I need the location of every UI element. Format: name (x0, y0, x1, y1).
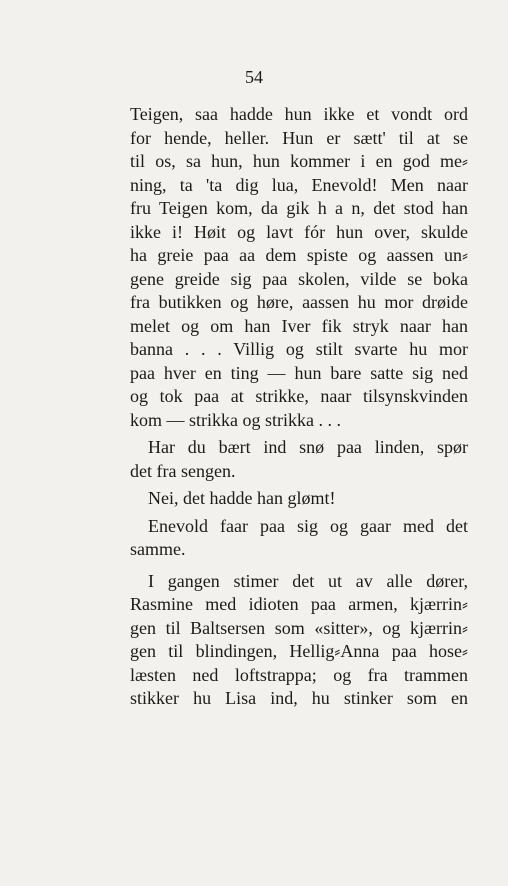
body-text (130, 103, 468, 711)
text-line: ikke i! Høit og lavt fór hun over, skulde (130, 221, 468, 242)
text-line: Rasmine med idioten paa armen, kjærrin⸗ (130, 594, 468, 614)
text-line: samme. (130, 539, 186, 559)
text-line: melet og om han Iver fik stryk naar han (130, 315, 468, 336)
text-line: Nei, det hadde han glømt! (148, 488, 336, 508)
page-number: 54 (245, 67, 263, 87)
text-line: I gangen stimer det ut av alle dører, (148, 570, 468, 591)
text-line: banna . . . Villig og stilt svarte hu mor (130, 339, 468, 359)
text-line: og tok paa at strikke, naar tilsynskvinden (130, 386, 468, 406)
text-line: det fra sengen. (130, 460, 236, 481)
text-line: fra butikken og høre, aassen hu mor drøide (130, 292, 468, 312)
text-line: Enevold faar paa sig og gaar med det (148, 515, 468, 536)
text-line: gen til Baltsersen som «sitter», og kjærrin⸗ (130, 617, 468, 638)
text-line: Har du bært ind snø paa linden, spør (148, 437, 468, 457)
text-line: fru Teigen kom, da gik h a n, det stod han (130, 198, 468, 218)
text-line: gen til blindingen, Hellig⸗Anna paa hose⸗ (130, 641, 468, 661)
text-line: gene greide sig paa skolen, vilde se boka (130, 268, 468, 289)
text-line: paa hver en ting — hun bare satte sig ned (130, 362, 468, 383)
text-line: for hende, heller. Hun er sætt' til at se (130, 127, 468, 148)
text-line: Teigen, saa hadde hun ikke et vondt ord (130, 104, 468, 124)
text-line: ning, ta 'ta dig lua, Enevold! Men naar (130, 174, 468, 195)
text-line: ha greie paa aa dem spiste og aassen un⸗ (130, 245, 468, 265)
text-line: til os, sa hun, hun kommer i en god me⸗ (130, 151, 468, 171)
text-line: kom — strikka og strikka . . . (130, 409, 341, 430)
text-line: læsten ned loftstrappa; og fra trammen (130, 664, 468, 685)
text-line: stikker hu Lisa ind, hu stinker som en (130, 688, 468, 708)
